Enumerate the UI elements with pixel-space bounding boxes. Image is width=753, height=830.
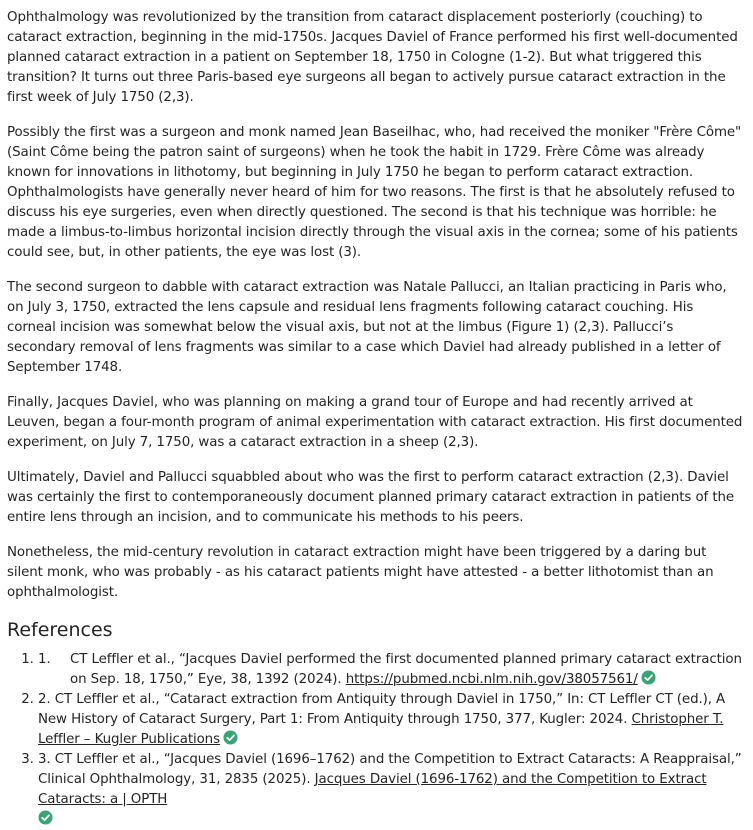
reference-text: CT Leffler et al., “Jacques Daviel performed the first documented planned primary cataract extraction on Sep. 18, 1750,” Eye, 38, 1392 (2024). bbox=[70, 652, 742, 687]
reference-link-2[interactable]: Christopher T. Leffler – Kugler Publications bbox=[38, 712, 724, 747]
reference-item-2 bbox=[38, 690, 743, 750]
reference-link-3[interactable]: Jacques Daviel (1696-1762) and the Competition to Extract Cataracts: a | OPTH bbox=[38, 772, 707, 807]
paragraph-5: Ultimately, Daviel and Pallucci squabbled about who was the first to perform cataract extraction (2,3). Daviel was certainly the first to contemporaneously document planned primary cataract extraction in patients of the entire lens through an incision, and to communicate his methods to his peers. bbox=[7, 470, 734, 525]
reference-inner-number: 1. bbox=[38, 652, 51, 667]
check-circle-icon bbox=[38, 810, 53, 825]
paragraph-3: The second surgeon to dabble with cataract extraction was Natale Pallucci, an Italian practicing in Paris who, on July 3, 1750, extracted the lens capsule and residual lens fragments following cataract couching. His corneal incision was somewhat below the visual axis, but not at the limbus (Figure 1) (2,3). Pallucci’s secondary removal of lens fragments was similar to a case which Daviel had already published in a letter of September 1748. bbox=[7, 280, 727, 375]
references-list bbox=[7, 650, 743, 830]
paragraph-6: Nonetheless, the mid-century revolution in cataract extraction might have been triggered by a daring but silent monk, who was probably - as his cataract patients might have attested - a better lithotomist than an ophthalmologist. bbox=[7, 545, 714, 600]
check-circle-icon bbox=[223, 730, 238, 745]
reference-inner-number: 3. bbox=[38, 752, 51, 767]
references-heading: References bbox=[7, 619, 113, 641]
reference-inner-number: 2. bbox=[38, 692, 51, 707]
reference-item-3 bbox=[38, 750, 743, 830]
paragraph-2: Possibly the first was a surgeon and monk named Jean Baseilhac, who, had received the moniker "Frère Côme" (Saint Côme being the patron saint of surgeons) when he took the habit in 1729. Frère Côme was already known for innovations in lithotomy, but beginning in July 1750 he began to perform cataract extraction. Ophthalmologists have generally never heard of him for two reasons. The first is that he absolutely refused to discuss his eye surgeries, even when directly questioned. The second is that his technique was horrible: he made a limbus-to-limbus horizontal incision directly through the visual axis in the cornea; some of his patients could see, but, in other patients, the eye was lost (3). bbox=[7, 125, 742, 260]
reference-text: CT Leffler et al., “Cataract extraction from Antiquity through Daviel in 1750,” In: CT Leffler CT (ed.), A New History of Cataract Surgery, Part 1: From Antiquity through 1750, 377, Kugler: 2024. bbox=[38, 692, 726, 727]
check-circle-icon bbox=[641, 670, 656, 685]
reference-item-1 bbox=[38, 650, 743, 690]
reference-text: CT Leffler et al., “Jacques Daviel (1696–1762) and the Competition to Extract Cataracts: A Reappraisal,” Clinical Ophthalmology, 31, 2835 (2025). bbox=[38, 752, 742, 787]
paragraph-4: Finally, Jacques Daviel, who was planning on making a grand tour of Europe and had recently arrived at Leuven, began a four-month program of animal experimentation with cataract extraction. His first documented experiment, on July 7, 1750, was a cataract extraction in a sheep (2,3). bbox=[7, 395, 743, 450]
paragraph-1: Ophthalmology was revolutionized by the transition from cataract displacement posteriorly (couching) to cataract extraction, beginning in the mid-1750s. Jacques Daviel of France performed his first well-documented planned cataract extraction in a patient on September 18, 1750 in Cologne (1-2). But what triggered this transition? It turns out three Paris-based eye surgeons all began to actively pursue cataract extraction in the first week of July 1750 (2,3). bbox=[7, 10, 738, 105]
reference-link-1[interactable]: https://pubmed.ncbi.nlm.nih.gov/38057561/ bbox=[345, 672, 638, 687]
